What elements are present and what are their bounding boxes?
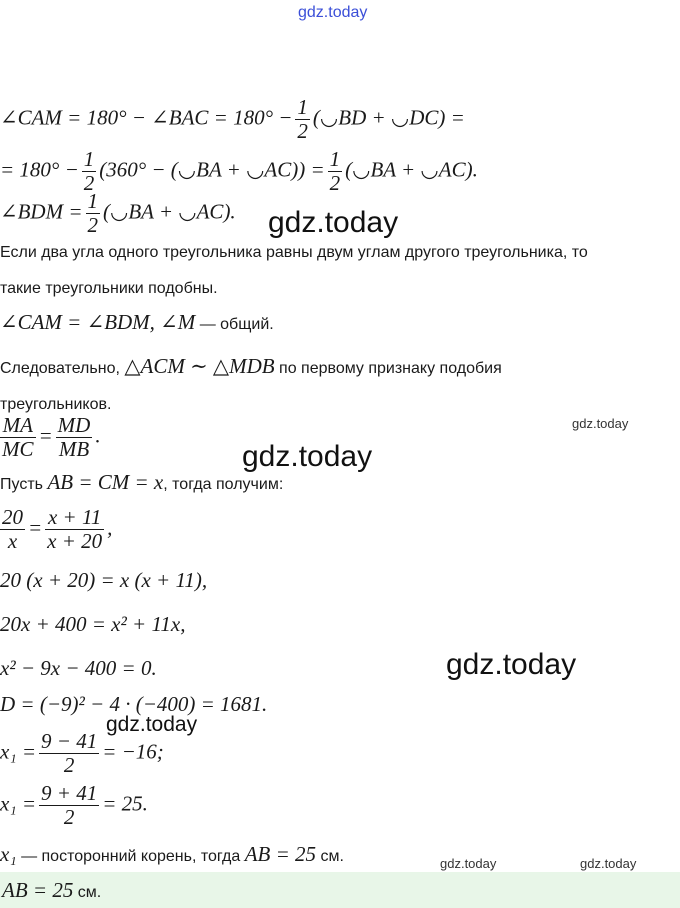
text-fragment: , тогда получим: bbox=[163, 476, 284, 493]
fraction-numerator: 9 − 41 bbox=[41, 729, 98, 753]
fraction-denominator: x bbox=[0, 529, 25, 553]
text-fragment: см. bbox=[316, 848, 344, 865]
text-line: треугольников. bbox=[0, 396, 112, 413]
text-fragment: Пусть bbox=[0, 476, 48, 493]
fraction bbox=[328, 148, 343, 195]
watermark: gdz.today bbox=[446, 648, 577, 681]
equation-text: = bbox=[28, 515, 43, 540]
ratio-equation bbox=[0, 414, 101, 461]
equation-text: ∠BDM = bbox=[0, 199, 83, 224]
text-fragment: — посторонний корень, тогда bbox=[16, 848, 245, 865]
equation-text: . bbox=[95, 423, 101, 448]
equation-text: = 25. bbox=[102, 791, 148, 816]
fraction bbox=[0, 506, 25, 553]
watermark: gdz.today bbox=[580, 856, 637, 871]
equation-line: 20 (x + 20) = x (x + 11), bbox=[0, 568, 208, 592]
math-expression: △ACM ∼ △MDB bbox=[124, 354, 275, 378]
text-fragment: — общий. bbox=[195, 316, 274, 333]
root-two-equation bbox=[0, 782, 148, 829]
math-expression: AB = 25 bbox=[244, 842, 317, 866]
text-fragment: см. bbox=[73, 884, 102, 901]
equation-line: 20x + 400 = x² + 11x, bbox=[0, 612, 186, 636]
fraction-numerator: 9 + 41 bbox=[41, 781, 98, 805]
fraction-numerator: 1 bbox=[87, 189, 99, 213]
equation-text: ∠CAM = 180° − ∠BAC = 180° − bbox=[0, 105, 293, 130]
math-expression: ∠CAM = ∠BDM, ∠M bbox=[0, 310, 196, 334]
fraction bbox=[45, 506, 104, 553]
math-expression: x₁ bbox=[0, 842, 17, 866]
equation-text: (◡BA + ◡AC). bbox=[345, 157, 478, 182]
watermark: gdz.today bbox=[106, 713, 198, 736]
answer-line bbox=[2, 878, 101, 903]
watermark: gdz.today bbox=[242, 440, 373, 473]
equation-text: (◡BD + ◡DC) = bbox=[312, 105, 465, 130]
fraction bbox=[56, 414, 93, 461]
fraction-denominator: 2 bbox=[329, 171, 341, 196]
fraction bbox=[39, 782, 99, 829]
fraction-numerator: MA bbox=[2, 413, 33, 437]
equation-line: x² − 9x − 400 = 0. bbox=[0, 656, 157, 680]
text-fragment: по первому признаку подобия bbox=[274, 360, 502, 377]
equal-angles-line bbox=[0, 310, 274, 335]
equation-text: (◡BA + ◡AC). bbox=[103, 199, 236, 224]
substitution-line bbox=[0, 470, 283, 495]
text-line: Если два угла одного треугольника равны двум углам другого треугольника, то bbox=[0, 244, 588, 261]
watermark-top: gdz.today bbox=[298, 4, 368, 21]
fraction-numerator: 1 bbox=[329, 147, 341, 171]
extraneous-root-line bbox=[0, 842, 344, 867]
watermark: gdz.today bbox=[572, 416, 629, 431]
fraction-denominator: 2 bbox=[297, 119, 308, 144]
watermark: gdz.today bbox=[268, 206, 399, 239]
fraction-denominator: MC bbox=[2, 437, 34, 462]
math-expression: AB = CM = x bbox=[47, 470, 164, 494]
text-line: такие треугольники подобны. bbox=[0, 280, 218, 297]
watermark: gdz.today bbox=[440, 856, 497, 871]
equation-text: = 180° − bbox=[0, 157, 79, 182]
root-one-equation bbox=[0, 730, 164, 777]
fraction-denominator: 2 bbox=[87, 213, 99, 238]
equation-text: (360° − (◡BA + ◡AC)) = bbox=[99, 157, 325, 182]
fraction-numerator: MD bbox=[57, 413, 91, 437]
fraction bbox=[39, 730, 99, 777]
fraction bbox=[295, 96, 310, 143]
math-expression: AB = 25 bbox=[2, 878, 74, 902]
equation-text: x₁ = bbox=[0, 791, 37, 816]
answer-box bbox=[0, 872, 680, 908]
equation-cam-continued bbox=[0, 148, 478, 195]
fraction-numerator: 1 bbox=[83, 147, 95, 171]
fraction-numerator: 20 bbox=[2, 505, 23, 529]
similarity-line bbox=[0, 354, 502, 379]
equation-bdm bbox=[0, 190, 236, 237]
equation-text: = bbox=[38, 423, 53, 448]
fraction-denominator: x + 20 bbox=[47, 529, 103, 554]
equation-text: = −16; bbox=[102, 739, 164, 764]
discriminant-line: D = (−9)² − 4 · (−400) = 1681. bbox=[0, 692, 268, 716]
fraction-numerator: x + 11 bbox=[47, 505, 102, 529]
fraction-denominator: 2 bbox=[39, 753, 99, 777]
fraction-denominator: 2 bbox=[83, 171, 95, 196]
equation-text: , bbox=[107, 515, 113, 540]
fraction bbox=[86, 190, 101, 237]
equation-text: x₁ = bbox=[0, 739, 37, 764]
fraction-denominator: 2 bbox=[39, 805, 99, 829]
fraction bbox=[0, 414, 36, 461]
fraction-numerator: 1 bbox=[297, 95, 308, 119]
proportion-equation bbox=[0, 506, 112, 553]
fraction-denominator: MB bbox=[56, 437, 93, 461]
equation-cam bbox=[0, 96, 465, 143]
text-fragment: Следовательно, bbox=[0, 360, 125, 377]
